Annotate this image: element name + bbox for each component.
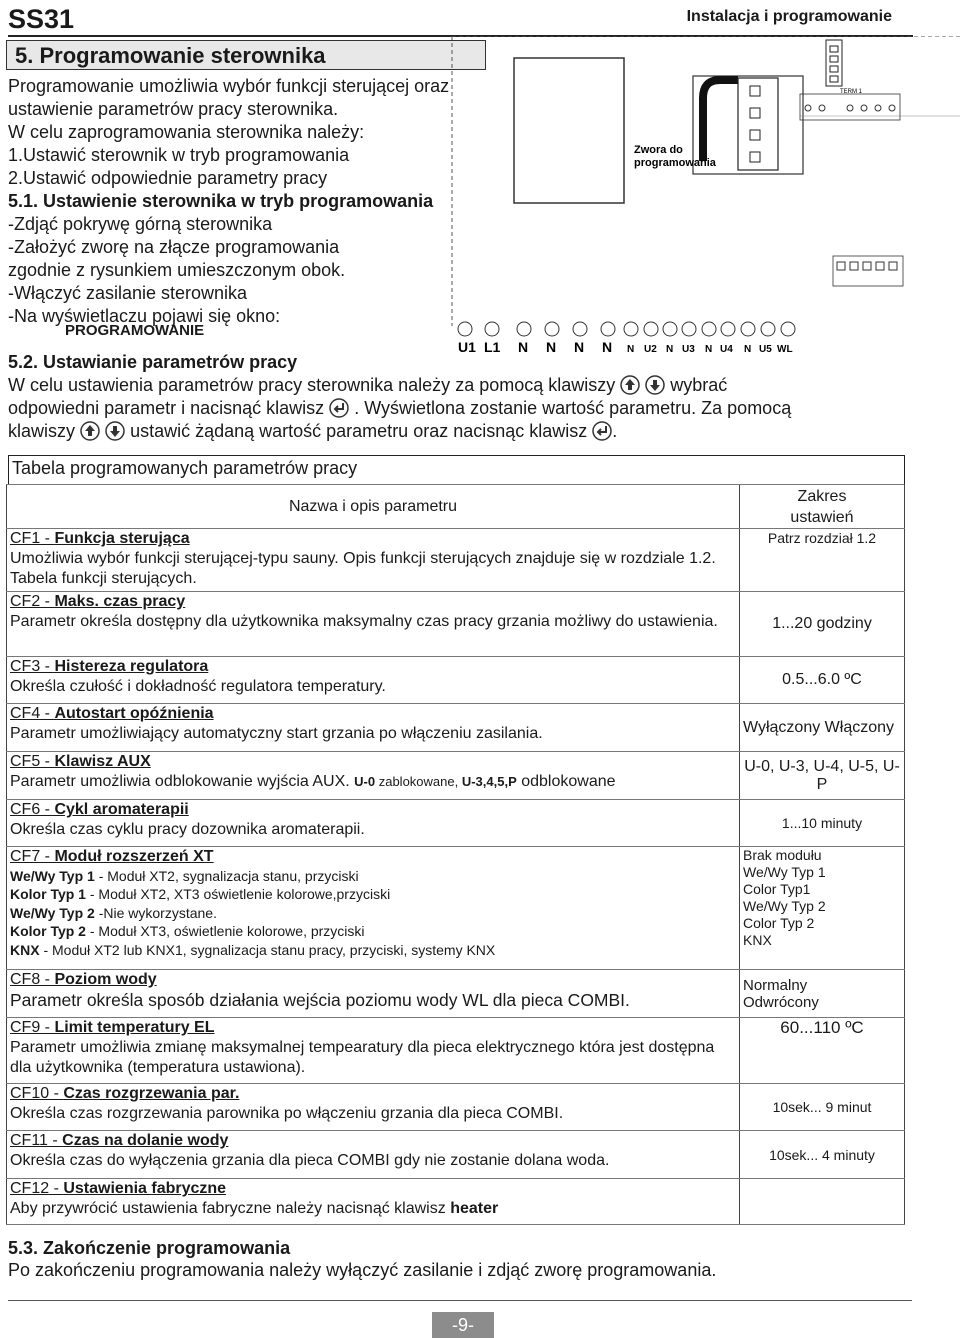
range-option: Color Typ1 [743, 881, 811, 897]
param-desc [7, 1084, 740, 1131]
model-title: SS31 [8, 4, 75, 34]
param-desc [7, 752, 740, 800]
param-desc [7, 970, 740, 1018]
jumper-icon [703, 80, 738, 161]
param-text: Umożliwia wybór funkcji sterującej-typu sauny. Opis funkcji sterujących znajduje się w rozdziale 1.2. Tabela funkcji sterujących. [10, 550, 716, 587]
param-code: CF7 - [10, 848, 55, 865]
range-option: Normalny [743, 976, 808, 994]
jumper-label-1: Zwora do [634, 144, 683, 156]
param-name: Poziom wody [54, 971, 157, 988]
section-5-3-title: 5.3. Zakończenie programowania [8, 1238, 291, 1258]
param-name: Histereza regulatora [54, 658, 209, 675]
param-code: CF6 - [10, 801, 55, 818]
s52-text: ustawić żądaną wartość parametru oraz nacisnąc klawisz [130, 421, 588, 441]
param-range: 10sek... 9 minut [740, 1084, 905, 1131]
param-text: zablokowane, [375, 774, 462, 789]
pcb-component-box [514, 58, 624, 203]
param-text: Określa czas cyklu pracy dozownika aromaterapii. [10, 821, 365, 838]
param-range: 1...20 godziny [740, 592, 905, 657]
section-header: Instalacja i programowanie [686, 8, 892, 25]
param-code: CF3 - [10, 658, 55, 675]
terminal-label: N [666, 344, 674, 355]
term-label: TERM 1 [840, 89, 863, 95]
s52-text: klawiszy [8, 421, 76, 441]
controller-wiring-diagram [448, 36, 960, 360]
param-range [740, 970, 905, 1018]
param-name: Funkcja sterująca [54, 530, 190, 547]
param-range: Wyłączony Włączony [740, 704, 905, 752]
s52-text: . Wyświetlona zostanie wartość parametru. Za pomocą [354, 398, 792, 418]
param-range: U-0, U-3, U-4, U-5, U-P [740, 752, 905, 800]
top-connector [826, 40, 842, 86]
arrow-up-key-icon [80, 421, 100, 441]
terminal-label: N [602, 339, 613, 355]
param-text: Parametr określa sposób działania wejścia poziomu wody WL dla pieca COMBI. [10, 990, 630, 1010]
param-range-empty [740, 1179, 905, 1225]
param-text: Określa czas do wyłączenia grzania dla pieca COMBI gdy nie zostanie dolana woda. [10, 1152, 610, 1169]
param-desc [7, 592, 740, 657]
section-5-3 [8, 1237, 716, 1281]
s52-text: odpowiedni parametr i nacisnąć klawisz [8, 398, 325, 418]
range-header-line: ustawień [790, 508, 854, 526]
intro-line: ustawienie parametrów pracy sterownika. [8, 99, 339, 119]
display-programowanie: PROGRAMOWANIE [65, 322, 205, 339]
terminal-label: U3 [682, 344, 695, 355]
terminal-label: U1 [458, 339, 476, 355]
intro-line: 1.Ustawić sterownik w tryb programowania [8, 145, 350, 165]
intro-line: Programowanie umożliwia wybór funkcji sterującej oraz [8, 76, 450, 96]
section-5-2 [8, 351, 948, 443]
cf7-item: Kolor Typ 1 - Moduł XT2, XT3 oświetlenie kolorowe,przyciski [10, 886, 391, 902]
cf7-item: We/Wy Typ 2 -Nie wykorzystane. [10, 904, 217, 921]
table-header-row [7, 485, 905, 529]
param-desc [7, 1179, 740, 1225]
s52-paragraph [8, 374, 948, 443]
terminal-screws [458, 322, 795, 336]
param-desc [7, 800, 740, 847]
range-header-line: Zakres [797, 487, 847, 505]
table-row [7, 1179, 905, 1225]
param-text: Określa czułość i dokładność regulatora temperatury. [10, 678, 386, 695]
section-5-1-title: 5.1. Ustawienie sterownika w tryb programowania [8, 191, 434, 211]
table-row [7, 970, 905, 1018]
param-code: CF2 - [10, 593, 55, 610]
terminal-label: N [518, 339, 529, 355]
range-option: We/Wy Typ 1 [743, 864, 826, 880]
param-text: Parametr określa dostępny dla użytkownika maksymalny czas pracy grzania możliwy do ustawienia. [10, 613, 718, 630]
range-option: Brak modułu [743, 847, 822, 863]
param-range: 0.5...6.0 ºC [740, 657, 905, 704]
param-code: CF1 - [10, 530, 55, 547]
terminal-label: WL [777, 344, 793, 355]
table-row [7, 657, 905, 704]
range-option: KNX [743, 932, 772, 948]
terminal-label: U4 [720, 344, 733, 355]
table-row [7, 529, 905, 592]
term-block-right [833, 256, 903, 286]
terminal-label: N [744, 344, 752, 355]
param-desc [7, 1131, 740, 1179]
arrow-down-key-icon [105, 421, 125, 441]
param-name: Cykl aromaterapii [54, 801, 189, 818]
s51-line: -Włączyć zasilanie sterownika [8, 283, 248, 303]
param-text-bold: heater [450, 1200, 499, 1217]
param-code: CF12 - [10, 1180, 64, 1197]
param-range: 60...110 ºC [740, 1018, 905, 1084]
section-5-2-title: 5.2. Ustawianie parametrów pracy [8, 352, 298, 372]
param-name: Maks. czas pracy [54, 593, 186, 610]
column-header-range [740, 485, 905, 529]
section-5-3-text: Po zakończeniu programowania należy wyłączyć zasilanie i zdjąć zworę programowania. [8, 1260, 717, 1280]
range-option: We/Wy Typ 2 [743, 898, 826, 914]
terminal-label: N [574, 339, 585, 355]
table-row [7, 1018, 905, 1084]
param-name: Ustawienia fabryczne [63, 1180, 227, 1197]
param-code: CF9 - [10, 1019, 55, 1036]
page-number: -9- [432, 1312, 494, 1338]
connector-pins [738, 78, 778, 170]
param-code: CF4 - [10, 705, 55, 722]
param-code: CF5 - [10, 753, 55, 770]
intro-line: W celu zaprogramowania sterownika należy: [8, 122, 365, 142]
enter-key-icon [329, 398, 349, 418]
s52-text: . [612, 421, 618, 441]
intro-line: 2.Ustawić odpowiednie parametry pracy [8, 168, 328, 188]
range-option: Color Typ 2 [743, 915, 815, 931]
terminal-label: N [627, 344, 635, 355]
table-row [7, 1084, 905, 1131]
table-title: Tabela programowanych parametrów pracy [8, 455, 905, 484]
param-desc [7, 529, 740, 592]
param-text: Parametr umożliwia zmianę maksymalnej tempearatury dla pieca elektrycznego która jest dostępna dla użytkownika (temperatura ustawiona). [10, 1039, 715, 1076]
enter-key-icon [592, 421, 612, 441]
terminal-label: N [705, 344, 713, 355]
param-code: CF10 - [10, 1085, 64, 1102]
param-text: Aby przywrócić ustawienia fabryczne należy nacisnąć klawisz [10, 1200, 451, 1217]
s51-line: zgodnie z rysunkiem umieszczonym obok. [8, 260, 346, 280]
s51-line: -Na wyświetlaczu pojawi się okno: [8, 306, 281, 326]
param-text: Parametr umożliwia odblokowanie wyjścia AUX. [10, 773, 350, 790]
arrow-up-key-icon [620, 375, 640, 395]
s51-line: -Założyć zworę na złącze programowania [8, 237, 340, 257]
terminal-label: U2 [644, 344, 657, 355]
param-range: Patrz rozdział 1.2 [740, 529, 905, 592]
param-name: Autostart opóźnienia [54, 705, 214, 722]
param-text: Parametr umożliwiający automatyczny start grzania po włączeniu zasilania. [10, 725, 543, 742]
param-name: Limit temperatury EL [54, 1019, 215, 1036]
param-desc [7, 847, 740, 970]
terminal-label: N [546, 339, 557, 355]
param-text: Określa czas rozgrzewania parownika po włączeniu grzania dla pieca COMBI. [10, 1105, 564, 1122]
param-range: 10sek... 4 minuty [740, 1131, 905, 1179]
param-desc [7, 1018, 740, 1084]
param-range: 1...10 minuty [740, 800, 905, 847]
table-row [7, 592, 905, 657]
section-5-title: 5. Programowanie sterownika [6, 40, 486, 70]
parameters-table [6, 484, 905, 1225]
s51-line: -Zdjąć pokrywę górną sterownika [8, 214, 273, 234]
range-option: Odwrócony [743, 993, 819, 1011]
param-text-bold: U-3,4,5,P [461, 774, 517, 789]
cf7-item: KNX - Moduł XT2 lub KNX1, sygnalizacja stanu pracy, przyciski, systemy KNX [10, 941, 496, 958]
table-row [7, 800, 905, 847]
param-name: Czas na dolanie wody [62, 1132, 229, 1149]
param-name: Klawisz AUX [54, 753, 151, 770]
terminal-label: U5 [759, 344, 772, 355]
arrow-down-key-icon [645, 375, 665, 395]
param-text-bold: U-0 [354, 774, 376, 789]
param-desc [7, 704, 740, 752]
param-name: Czas rozgrzewania par. [63, 1085, 240, 1102]
param-text: odblokowane [516, 773, 616, 790]
param-code: CF8 - [10, 971, 55, 988]
terminal-label: L1 [484, 339, 501, 355]
footer-divider [8, 1300, 912, 1301]
table-row [7, 847, 905, 970]
param-desc [7, 657, 740, 704]
s52-text: wybrać [670, 375, 728, 395]
cf7-item: Kolor Typ 2 - Moduł XT3, oświetlenie kolorowe, przyciski [10, 923, 365, 939]
table-row [7, 752, 905, 800]
column-header-name: Nazwa i opis parametru [7, 485, 740, 529]
param-range [740, 847, 905, 970]
table-row [7, 704, 905, 752]
table-row [7, 1131, 905, 1179]
jumper-label-2: programowania [634, 157, 716, 169]
s52-text: W celu ustawienia parametrów pracy sterownika należy za pomocą klawiszy [8, 375, 616, 395]
section-5-intro [8, 75, 449, 328]
cf7-item: We/Wy Typ 1 - Moduł XT2, sygnalizacja stanu, przyciski [10, 867, 359, 884]
param-name: Moduł rozszerzeń XT [54, 848, 214, 865]
param-code: CF11 - [10, 1132, 63, 1149]
